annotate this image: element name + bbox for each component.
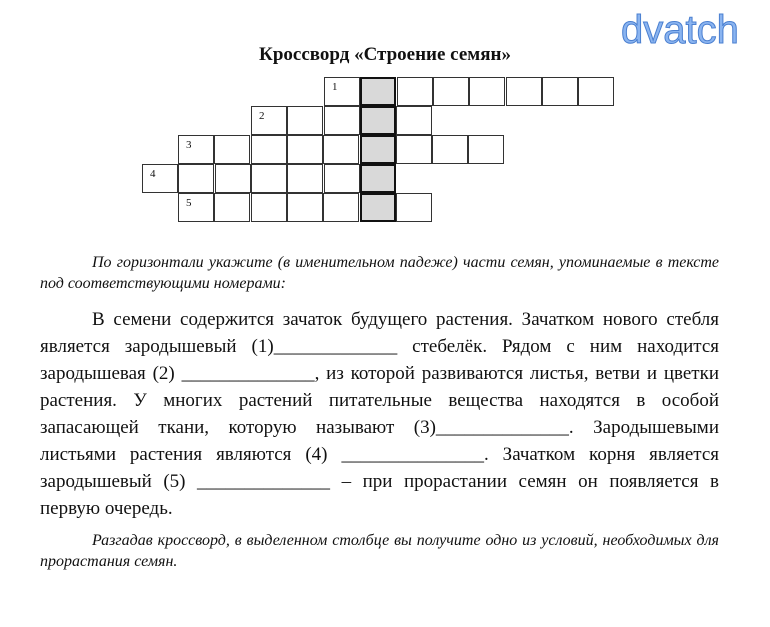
crossword-cell (287, 135, 323, 164)
clue-number: 5 (186, 197, 192, 209)
clue-number: 3 (186, 139, 192, 151)
crossword-cell (506, 77, 542, 106)
crossword-cell (323, 135, 359, 164)
final-text: Разгадав кроссворд, в выделенном столбце вы получите одно из условий, необходимых для прорастания семян. (40, 532, 719, 570)
clue-number: 2 (259, 110, 265, 122)
crossword-cell (142, 164, 178, 193)
crossword-cell (324, 77, 360, 106)
crossword-cell (323, 193, 359, 222)
clue-number: 1 (332, 81, 338, 93)
crossword-cell (468, 135, 504, 164)
crossword-cell (433, 77, 469, 106)
crossword-grid (0, 0, 770, 230)
crossword-cell (251, 106, 287, 135)
crossword-cell (287, 106, 323, 135)
crossword-cell (287, 164, 323, 193)
crossword-cell (578, 77, 614, 106)
crossword-cell (324, 106, 360, 135)
watermark-logo: dvatch (621, 8, 739, 52)
crossword-cell (251, 164, 287, 193)
crossword-cell (251, 193, 287, 222)
instructions-text: По горизонтали укажите (в именительном падеже) части семян, упоминаемые в тексте под соответствующими номерами: (40, 254, 719, 292)
crossword-cell (214, 193, 250, 222)
crossword-cell (178, 164, 214, 193)
crossword-cell (214, 135, 250, 164)
crossword-cell-highlighted (360, 193, 396, 222)
crossword-cell (396, 106, 432, 135)
crossword-cell (397, 77, 433, 106)
clue-number: 4 (150, 168, 156, 180)
crossword-cell (396, 135, 432, 164)
crossword-cell-highlighted (360, 135, 396, 164)
crossword-cell (215, 164, 251, 193)
crossword-cell (178, 193, 214, 222)
crossword-cell (396, 193, 432, 222)
main-text: В семени содержится зачаток будущего растения. Зачатком нового стебля является зародышевый (1)_____________ стебелёк. Рядом с ним находится зародышевая (2) ______________, из которой развиваются листья, ветви и цветки растения. У многих растений питательные вещества находятся в особой запасающей ткани, которую называют (3)______________. Зародышевыми листьями растения являются (4) _______________. Зачатком корня является зародышевый (5) ______________ – при прорастании семян он появляется в первую очередь. (40, 309, 719, 519)
crossword-cell (178, 135, 214, 164)
crossword-cell (432, 135, 468, 164)
crossword-cell (542, 77, 578, 106)
crossword-cell-highlighted (360, 164, 396, 193)
crossword-cell (469, 77, 505, 106)
crossword-cell-highlighted (360, 77, 396, 106)
crossword-cell (251, 135, 287, 164)
crossword-cell (287, 193, 323, 222)
crossword-cell (324, 164, 360, 193)
crossword-cell-highlighted (360, 106, 396, 135)
page-title: Кроссворд «Строение семян» (259, 44, 511, 65)
